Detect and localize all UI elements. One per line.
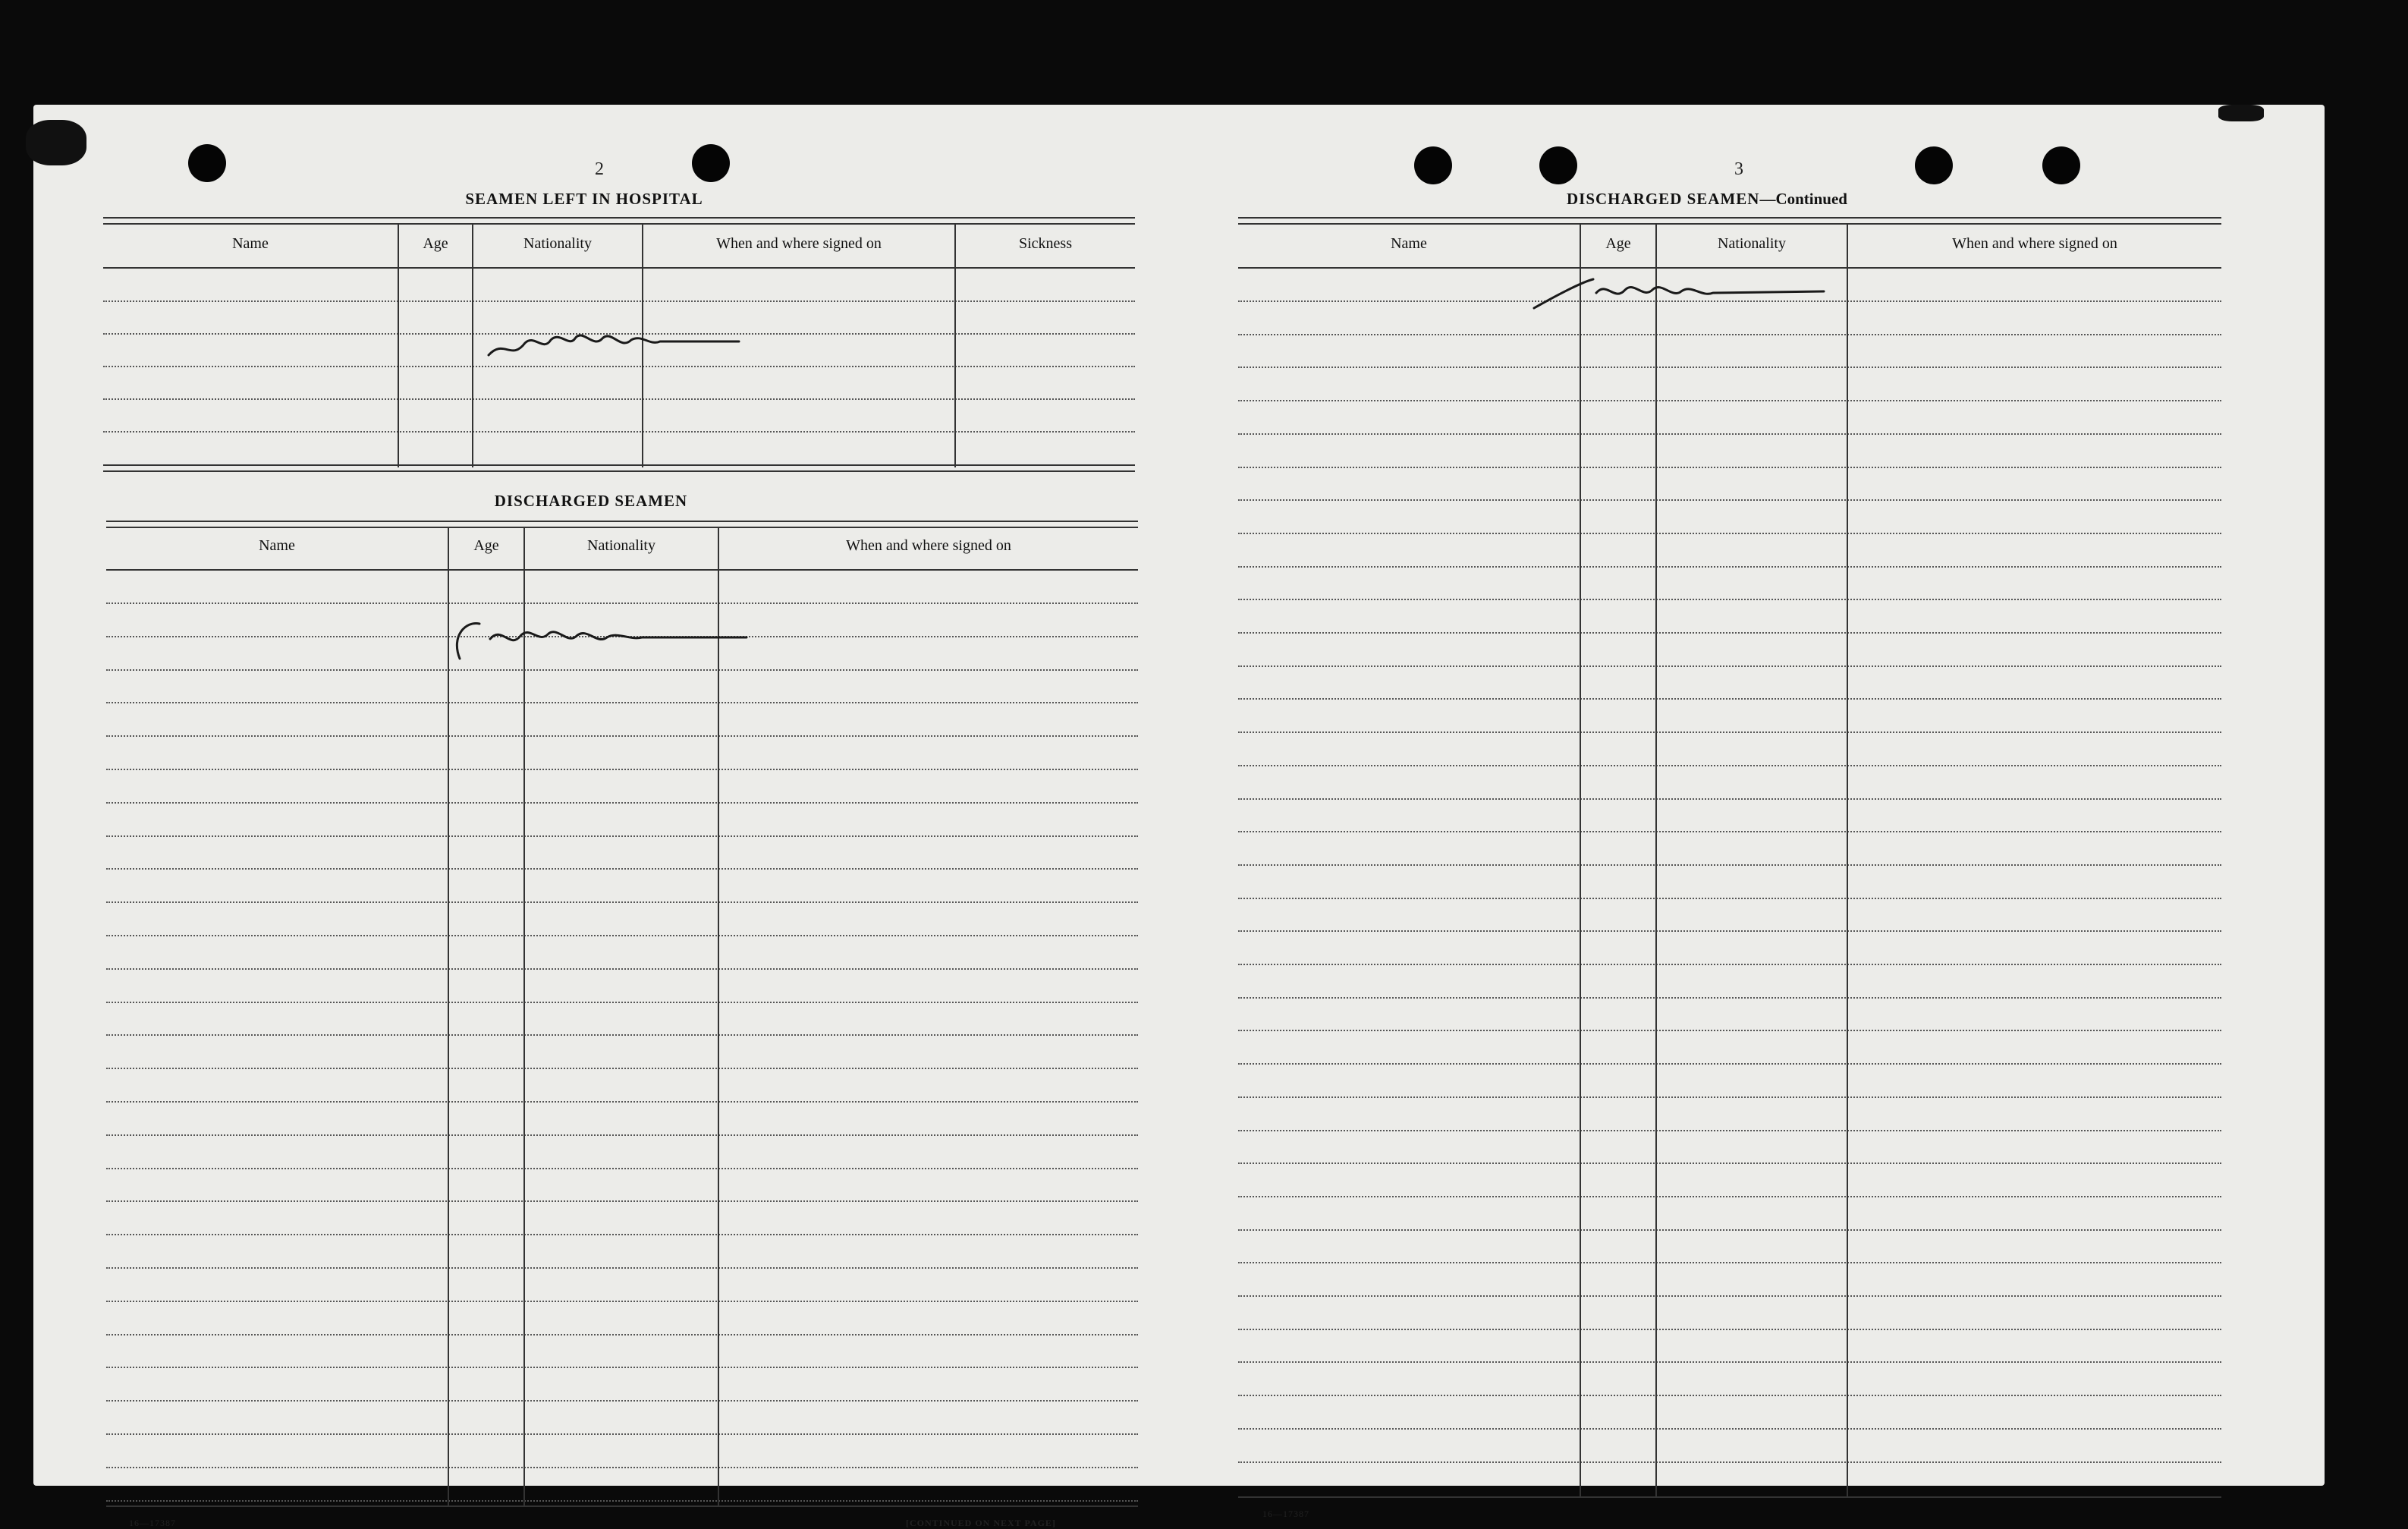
punch-hole bbox=[1539, 146, 1577, 184]
ruled-line bbox=[1238, 864, 2221, 866]
column-header-when-where: When and where signed on bbox=[716, 235, 882, 252]
ruled-line bbox=[1238, 1262, 2221, 1263]
ruled-line bbox=[1238, 1162, 2221, 1164]
column-header-age: Age bbox=[1605, 235, 1631, 252]
ruled-line bbox=[106, 1500, 1138, 1502]
ruled-line bbox=[106, 735, 1138, 737]
ruled-line bbox=[1238, 499, 2221, 501]
punch-hole bbox=[1414, 146, 1452, 184]
ruled-line bbox=[1238, 1229, 2221, 1231]
column-header-nationality: Nationality bbox=[523, 235, 592, 252]
ruled-line bbox=[1238, 1030, 2221, 1031]
ruled-line bbox=[1238, 831, 2221, 832]
punch-hole bbox=[692, 144, 730, 182]
title-main: DISCHARGED SEAMEN bbox=[1567, 190, 1760, 208]
handwritten-none-continued bbox=[1528, 264, 1831, 317]
header-rule bbox=[106, 569, 1138, 571]
ruled-line bbox=[106, 1467, 1138, 1468]
ruled-line bbox=[1238, 698, 2221, 700]
ruled-line bbox=[1238, 964, 2221, 965]
ruled-line bbox=[106, 1334, 1138, 1336]
table-bottom-rule bbox=[103, 464, 1135, 472]
ruled-line bbox=[106, 1134, 1138, 1136]
punch-hole bbox=[188, 144, 226, 182]
column-divider bbox=[1847, 225, 1848, 1496]
ruled-line bbox=[1238, 566, 2221, 568]
ruled-line bbox=[106, 669, 1138, 671]
ruled-line bbox=[1238, 1428, 2221, 1430]
column-header-age: Age bbox=[423, 235, 448, 252]
column-header-name: Name bbox=[1391, 235, 1427, 252]
column-divider bbox=[954, 225, 956, 467]
ruled-line bbox=[106, 1068, 1138, 1069]
handwritten-none-discharged bbox=[443, 606, 762, 666]
section-title-discharged-continued bbox=[1548, 190, 1866, 209]
punch-hole bbox=[2042, 146, 2080, 184]
ruled-line bbox=[1238, 665, 2221, 667]
table-top-rule bbox=[103, 217, 1135, 225]
column-header-nationality: Nationality bbox=[587, 537, 655, 554]
column-header-when-where: When and where signed on bbox=[1952, 235, 2117, 252]
ruled-line bbox=[103, 431, 1135, 433]
ruled-line bbox=[106, 868, 1138, 870]
page-number: 2 bbox=[595, 159, 604, 179]
ruled-line bbox=[1238, 765, 2221, 766]
ruled-line bbox=[1238, 599, 2221, 600]
ruled-line bbox=[1238, 798, 2221, 800]
ruled-line bbox=[1238, 731, 2221, 733]
ruled-line bbox=[106, 1034, 1138, 1036]
ruled-line bbox=[106, 935, 1138, 936]
ruled-line bbox=[106, 1234, 1138, 1235]
ruled-line bbox=[1238, 334, 2221, 335]
title-suffix: —Continued bbox=[1759, 190, 1847, 208]
edge-damage-mark bbox=[26, 120, 86, 165]
table-top-rule bbox=[1238, 217, 2221, 225]
ledger-sheet bbox=[33, 105, 2325, 1528]
ruled-line bbox=[106, 1367, 1138, 1368]
ruled-line bbox=[106, 802, 1138, 804]
table-bottom-rule bbox=[106, 1505, 1138, 1507]
ruled-line bbox=[106, 702, 1138, 703]
column-divider bbox=[472, 225, 473, 467]
ruled-line bbox=[1238, 467, 2221, 468]
ruled-line bbox=[106, 602, 1138, 604]
ruled-line bbox=[1238, 400, 2221, 401]
ruled-line bbox=[106, 1101, 1138, 1103]
column-divider bbox=[448, 527, 449, 1505]
handwritten-none-hospital bbox=[481, 308, 754, 369]
column-header-age: Age bbox=[473, 537, 499, 554]
ruled-line bbox=[1238, 367, 2221, 368]
punch-hole bbox=[1915, 146, 1953, 184]
ruled-line bbox=[1238, 1130, 2221, 1131]
ruled-line bbox=[1238, 1361, 2221, 1363]
ruled-line bbox=[1238, 997, 2221, 999]
ruled-line bbox=[1238, 1196, 2221, 1197]
column-header-when-where: When and where signed on bbox=[846, 537, 1011, 554]
ruled-line bbox=[106, 1301, 1138, 1302]
header-rule bbox=[103, 267, 1135, 269]
ruled-line bbox=[106, 1168, 1138, 1169]
column-header-nationality: Nationality bbox=[1718, 235, 1786, 252]
column-divider bbox=[1655, 225, 1657, 1496]
ruled-line bbox=[106, 1400, 1138, 1402]
ruled-line bbox=[1238, 1096, 2221, 1098]
ruled-line bbox=[103, 398, 1135, 400]
table-top-rule bbox=[106, 521, 1138, 528]
form-number: 16—17387 bbox=[129, 1518, 176, 1528]
column-divider bbox=[1580, 225, 1581, 1496]
ruled-line bbox=[1238, 1329, 2221, 1330]
section-title-hospital: SEAMEN LEFT IN HOSPITAL bbox=[465, 190, 703, 208]
ruled-line bbox=[106, 1200, 1138, 1202]
ruled-line bbox=[106, 968, 1138, 970]
ruled-line bbox=[1238, 632, 2221, 634]
ruled-line bbox=[106, 1267, 1138, 1269]
ruled-line bbox=[1238, 898, 2221, 899]
ruled-line bbox=[106, 1433, 1138, 1435]
column-divider bbox=[718, 527, 719, 1505]
ruled-line bbox=[1238, 1295, 2221, 1297]
ruled-line bbox=[106, 769, 1138, 770]
column-header-sickness: Sickness bbox=[1019, 235, 1072, 252]
table-bottom-rule bbox=[1238, 1496, 2221, 1498]
section-title-discharged: DISCHARGED SEAMEN bbox=[494, 492, 688, 510]
column-divider bbox=[398, 225, 399, 467]
page-number: 3 bbox=[1734, 159, 1743, 179]
column-divider bbox=[523, 527, 525, 1505]
column-header-name: Name bbox=[232, 235, 269, 252]
ruled-line bbox=[1238, 1461, 2221, 1463]
form-number: 16—17387 bbox=[1262, 1509, 1309, 1519]
ruled-line bbox=[1238, 1395, 2221, 1396]
ruled-line bbox=[106, 835, 1138, 837]
ruled-line bbox=[106, 1002, 1138, 1003]
ruled-line bbox=[1238, 1063, 2221, 1065]
ruled-line bbox=[1238, 930, 2221, 932]
ruled-line bbox=[1238, 533, 2221, 534]
ruled-line bbox=[103, 300, 1135, 302]
column-header-name: Name bbox=[259, 537, 295, 554]
ruled-line bbox=[1238, 433, 2221, 435]
ruled-line bbox=[106, 901, 1138, 903]
edge-damage-mark bbox=[2218, 105, 2264, 121]
continued-note: [CONTINUED ON NEXT PAGE] bbox=[906, 1518, 1056, 1528]
